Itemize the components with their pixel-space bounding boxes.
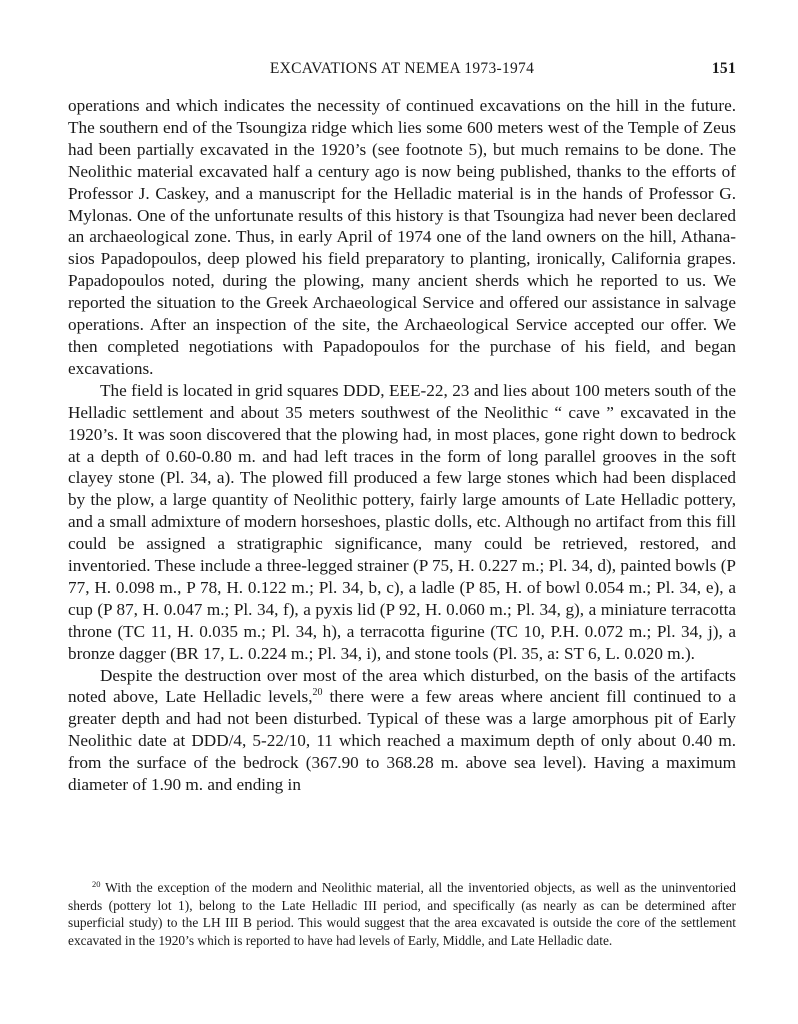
footnote-marker: 20 <box>92 879 101 889</box>
footnote-reference-20[interactable]: 20 <box>312 687 323 699</box>
page-number: 151 <box>711 60 736 77</box>
paragraph-1: operations and which indicates the necessity of continued excavations on the hill in the future. The southern end of the Tsoungiza ridge which lies some 600 meters west of the Temple of Zeus had been partially excavated in the 1920’s (see footnote 5), but much remains to be done. The Neolithic material excavated half a century ago is now being published, thanks to the efforts of Professor J. Caskey, and a manuscript for the Helladic material is in the hands of Professor G. Mylonas. One of the unfortunate results of this history is that Tsoungiza had never been declared an archaeological zone. Thus, in early April of 1974 one of the land owners on the hill, Athanasios Papadopoulos, deep plowed his field preparatory to planting, ironically, California grapes. Papadopoulos noted, during the plowing, many ancient sherds which he reported to us. We reported the situation to the Greek Archaeological Service and offered our assistance in salvage operations. After an inspection of the site, the Archaeological Service accepted our offer. We then completed negotiations with Papadopoulos for the purchase of his field, and began excavations. <box>68 96 736 378</box>
paragraph-2: The field is located in grid squares DDD, EEE-22, 23 and lies about 100 meters south of the Helladic settlement and about 35 meters southwest of the Neolithic “ cave ” excavated in the 1920’s. It was soon discovered that the plowing had, in most places, gone right down to bedrock at a depth of 0.60-0.80 m. and had left traces in the form of long parallel grooves in the soft clayey stone (Pl. 34, a). The plowed fill produced a few large stones which had been displaced by the plow, a large quantity of Neolithic pottery, fairly large amounts of Late Helladic pottery, and a small admixture of modern horseshoes, plastic dolls, etc. Although no artifact from this fill could be assigned a stratigraphic significance, many could be retrieved, restored, and inventoried. These include a three-legged strainer (P 75, H. 0.227 m.; Pl. 34, d), painted bowls (P 77, H. 0.098 m., P 78, H. 0.122 m.; Pl. 34, b, c), a ladle (P 85, H. of bowl 0.054 m.; Pl. 34, e), a cup (P 87, H. 0.047 m.; Pl. 34, f), a pyxis lid (P 92, H. 0.060 m.; Pl. 34, g), a miniature terracotta throne (TC 11, H. 0.035 m.; Pl. 34, h), a terracotta figurine (TC 10, P.H. 0.072 m.; Pl. 34, j), a bronze dagger (BR 17, L. 0.224 m.; Pl. 34, i), and stone tools (Pl. 35, a: ST 6, L. 0.020 m.). <box>68 380 736 663</box>
running-title: EXCAVATIONS AT NEMEA 1973-1974 <box>269 60 535 77</box>
footnote-text: With the exception of the modern and Neolithic material, all the inventoried objects, as well as the uninventoried sherds (pottery lot 1), belong to the Late Helladic III period, and specifically (as nearly as can be determined after superficial study) to the LH III B period. This would suggest that the area excavated is outside the core of the settlement excavated in the 1920’s which is reported to have had levels of Early, Middle, and Late Helladic date. <box>68 880 736 948</box>
paragraph-3-text-a: Despite the destruction over most of the area which disturbed, on the basis of the artifacts noted above, Late Helladic levels, <box>68 665 736 707</box>
body-text <box>68 95 736 796</box>
paragraph-3 <box>68 665 736 796</box>
footnote-20 <box>68 879 736 949</box>
page <box>68 0 736 1024</box>
running-head <box>68 60 736 80</box>
paragraph-3-text-b: there were a few areas where ancient fill continued to a greater depth and had not been disturbed. Typical of these was a large amorphous pit of Early Neolithic date at DDD/4, 5-22/10, 11 which reached a maximum depth of only about 0.40 m. from the surface of the bedrock (367.90 to 368.28 m. above sea level). Having a maximum diameter of 1.90 m. and ending in <box>68 687 736 795</box>
